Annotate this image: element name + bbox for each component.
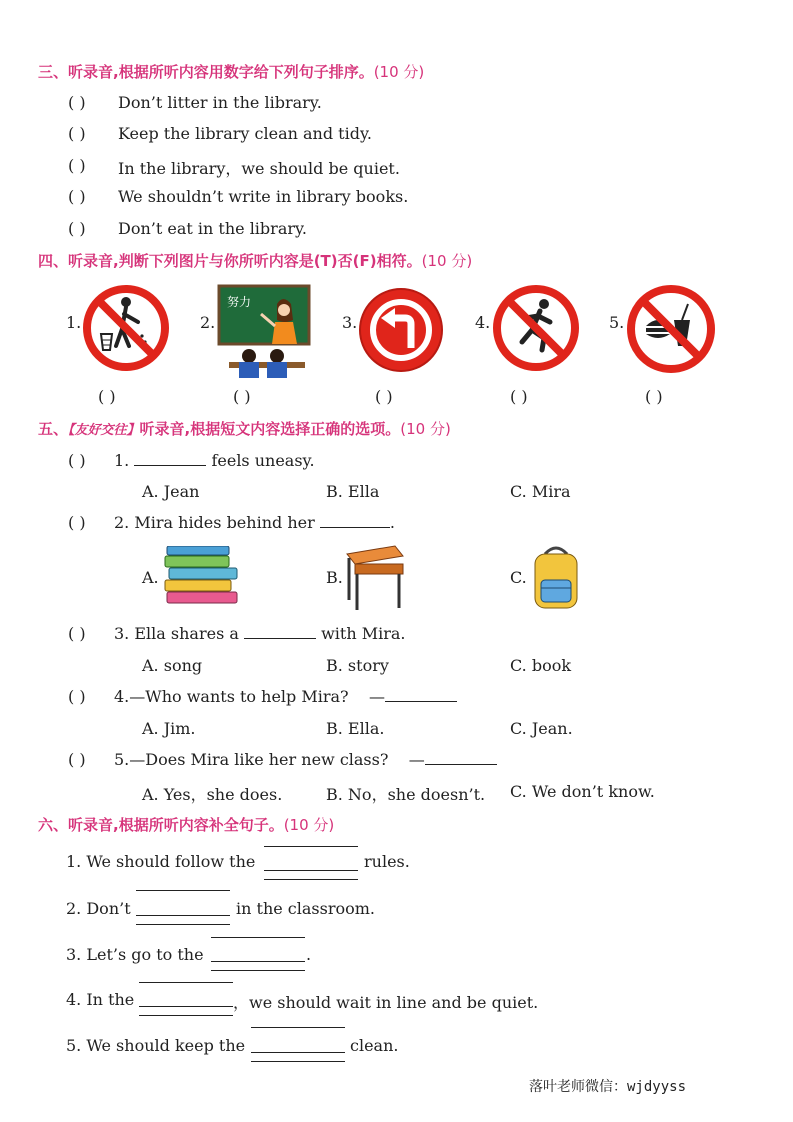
teacher-classroom-icon — [217, 284, 312, 384]
backpack-icon — [529, 544, 583, 612]
pic-number-2: 2. — [200, 313, 216, 332]
answer-paren[interactable]: ( ) — [68, 93, 86, 112]
q5-option-b[interactable]: B. No，she doesn’t. — [326, 785, 486, 804]
no-running-sign-icon — [492, 284, 580, 372]
s6-sentence-1-end: rules. — [364, 852, 410, 871]
sentence: We shouldn’t write in library books. — [118, 187, 409, 206]
s6-sentence-4-end: ，we should wait in line and be quiet. — [233, 993, 539, 1012]
q3-answer-paren[interactable]: ( ) — [68, 624, 86, 643]
q4-option-b[interactable]: B. Ella. — [326, 719, 385, 738]
s6-blank-1[interactable] — [264, 870, 358, 871]
section-tag: 【友好交往】 — [68, 423, 140, 438]
q4-blank[interactable] — [385, 701, 457, 702]
q1-option-c[interactable]: C. Mira — [510, 482, 571, 501]
section-6-title: 六、听录音,根据所听内容补全句子。(10 分) — [38, 816, 335, 834]
s6-sentence-3-end: . — [306, 945, 312, 964]
pic-number-4: 4. — [475, 313, 491, 332]
q3-option-b[interactable]: B. story — [326, 656, 389, 675]
q1-answer-paren[interactable]: ( ) — [68, 451, 86, 470]
q1-blank[interactable] — [134, 465, 206, 466]
s6-blank-5[interactable] — [251, 1052, 345, 1053]
s6-blank-3[interactable] — [211, 961, 305, 962]
q2-blank[interactable] — [320, 527, 390, 528]
s6-sentence-3-start: 3. Let’s go to the — [66, 945, 204, 964]
q3-option-a[interactable]: A. song — [142, 656, 203, 675]
pic-answer-paren-4[interactable]: ( ) — [510, 387, 528, 406]
answer-paren[interactable]: ( ) — [68, 219, 86, 238]
no-littering-sign-icon — [82, 284, 170, 372]
no-left-turn-sign-icon — [357, 286, 445, 374]
q2-answer-paren[interactable]: ( ) — [68, 513, 86, 532]
q3-option-c[interactable]: C. book — [510, 656, 572, 675]
q4-answer-paren[interactable]: ( ) — [68, 687, 86, 706]
q1-option-a[interactable]: A. Jean — [142, 482, 200, 501]
q1-question: 1. feels uneasy. — [114, 451, 315, 470]
answer-paren[interactable]: ( ) — [68, 124, 86, 143]
q2-option-b[interactable]: B. — [326, 568, 343, 587]
section-3-title: 三、听录音,根据所听内容用数字给下列句子排序。(10 分) — [38, 63, 425, 81]
sentence: Keep the library clean and tidy. — [118, 124, 372, 143]
s6-sentence-1-start: 1. We should follow the — [66, 852, 256, 871]
pic-answer-paren-2[interactable]: ( ) — [233, 387, 251, 406]
pic-number-3: 3. — [342, 313, 358, 332]
q5-question: 5.—Does Mira like her new class? — — [114, 750, 497, 769]
s6-sentence-4-start: 4. In the — [66, 990, 135, 1009]
pic-answer-paren-5[interactable]: ( ) — [645, 387, 663, 406]
q3-question: 3. Ella shares a with Mira. — [114, 624, 406, 643]
q1-option-b[interactable]: B. Ella — [326, 482, 380, 501]
pic-answer-paren-1[interactable]: ( ) — [98, 387, 116, 406]
pic-number-1: 1. — [66, 313, 82, 332]
q3-blank[interactable] — [244, 638, 316, 639]
pic-answer-paren-3[interactable]: ( ) — [375, 387, 393, 406]
s6-sentence-2-end: in the classroom. — [236, 899, 376, 918]
q4-question: 4.—Who wants to help Mira? — — [114, 687, 457, 706]
q2-option-c[interactable]: C. — [510, 568, 527, 587]
s6-sentence-5-start: 5. We should keep the — [66, 1036, 246, 1055]
s6-sentence-5-end: clean. — [350, 1036, 399, 1055]
sentence: Don’t eat in the library. — [118, 219, 307, 238]
q5-option-c[interactable]: C. We don’t know. — [510, 782, 655, 801]
s6-sentence-2-start: 2. Don’t — [66, 899, 131, 918]
books-icon — [163, 546, 241, 606]
q2-question: 2. Mira hides behind her . — [114, 513, 395, 532]
board-text: 努力 — [227, 295, 252, 309]
q4-option-a[interactable]: A. Jim. — [142, 719, 196, 738]
sentence: In the library，we should be quiet. — [118, 159, 400, 178]
q5-answer-paren[interactable]: ( ) — [68, 750, 86, 769]
q4-option-c[interactable]: C. Jean. — [510, 719, 573, 738]
s6-blank-2[interactable] — [136, 915, 230, 916]
watermark: 落叶老师微信：wjdyyss — [529, 1079, 687, 1095]
no-food-sign-icon — [626, 284, 716, 374]
s6-blank-4[interactable] — [139, 1006, 233, 1007]
sentence: Don’t litter in the library. — [118, 93, 322, 112]
section-4-title: 四、听录音,判断下列图片与你所听内容是(T)否(F)相符。(10 分) — [38, 252, 473, 270]
q5-blank[interactable] — [425, 764, 497, 765]
answer-paren[interactable]: ( ) — [68, 156, 86, 175]
q5-option-a[interactable]: A. Yes，she does. — [142, 785, 283, 804]
pic-number-5: 5. — [609, 313, 625, 332]
q2-option-a[interactable]: A. — [142, 568, 159, 587]
desk-icon — [343, 544, 405, 612]
section-5-title: 五、【友好交往】听录音,根据短文内容选择正确的选项。(10 分) — [38, 420, 451, 438]
answer-paren[interactable]: ( ) — [68, 187, 86, 206]
